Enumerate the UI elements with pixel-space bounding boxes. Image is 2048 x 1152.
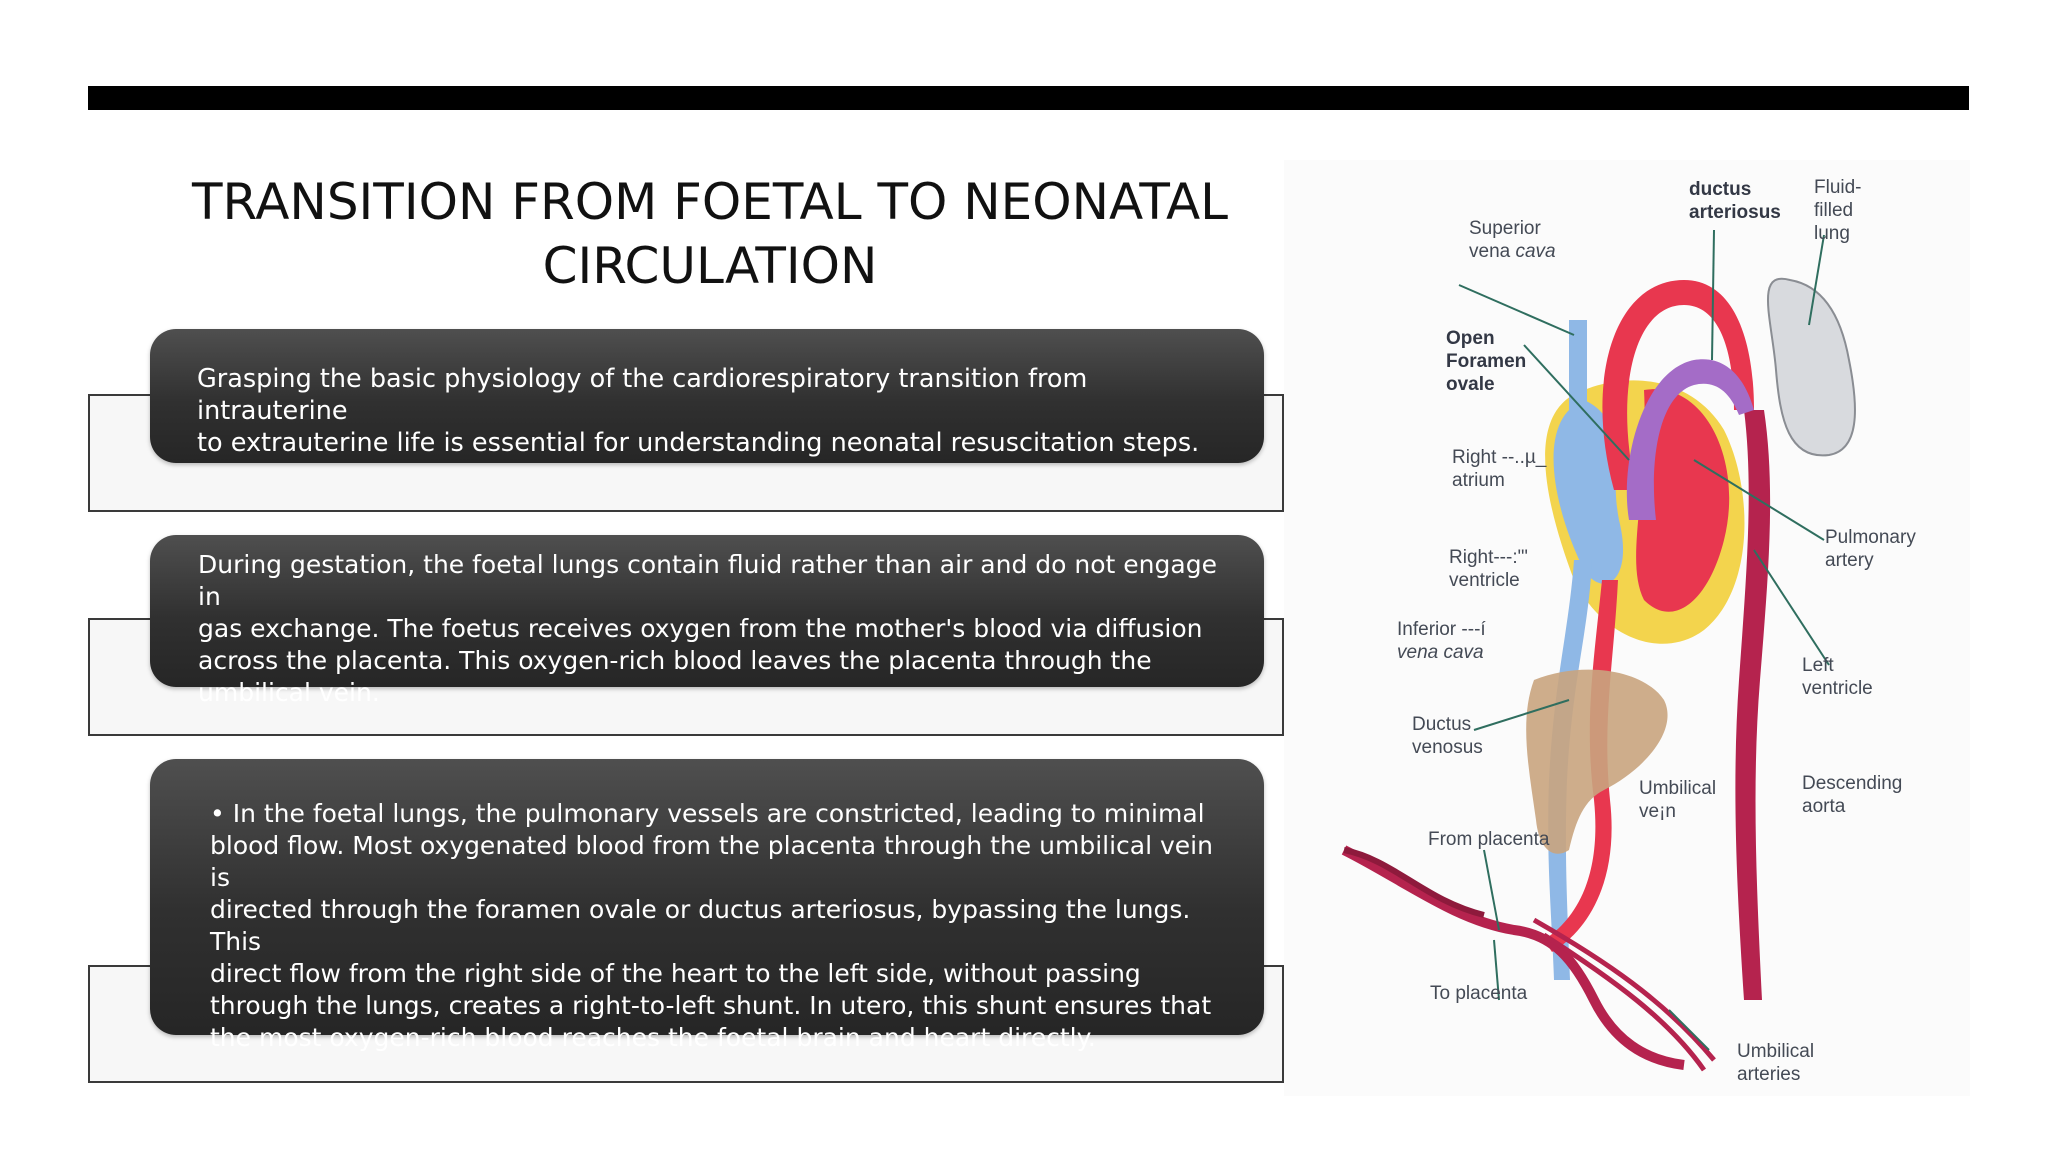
- info-card-1: [150, 329, 1264, 463]
- info-card-3: [150, 759, 1264, 1052]
- label-line: venosus: [1412, 737, 1483, 758]
- card-2-line: During gestation, the foetal lungs contain fluid rather than air and do not engage in: [198, 550, 1217, 611]
- label-line: Fluid-: [1814, 177, 1862, 198]
- foetal-circulation-diagram: [1284, 160, 1970, 1096]
- label-line: aorta: [1802, 796, 1846, 817]
- title-line-2: CIRCULATION: [542, 237, 878, 295]
- label-from-placenta: [1428, 828, 1549, 851]
- label-line: Right --..µ_: [1452, 447, 1547, 468]
- label-descending-aorta: [1802, 772, 1902, 818]
- label-right-atrium: [1452, 446, 1546, 492]
- label-line: vena cava: [1397, 642, 1484, 663]
- label-line: Pulmonary: [1825, 527, 1916, 548]
- label-to-placenta: [1430, 982, 1527, 1005]
- label-inferior-vena-cava: [1397, 618, 1486, 664]
- title-line-1: TRANSITION FROM FOETAL TO NEONATAL: [191, 173, 1229, 231]
- label-open-foramen-ovale: [1446, 327, 1526, 396]
- label-line: ventricle: [1802, 678, 1873, 699]
- diagram-illustration: [1284, 160, 1970, 1096]
- card-3-line: • In the foetal lungs, the pulmonary vessels are constricted, leading to minimal: [210, 799, 1205, 828]
- label-line: Ductus: [1412, 714, 1472, 735]
- card-3-line: blood flow. Most oxygenated blood from the placenta through the umbilical vein is: [210, 831, 1213, 892]
- label-line: ve¡n: [1639, 801, 1676, 822]
- label-line: ovale: [1446, 374, 1495, 395]
- top-accent-bar: [88, 86, 1969, 110]
- card-1-line: to extrauterine life is essential for understanding neonatal resuscitation steps.: [197, 428, 1200, 458]
- label-fluid-filled-lung: [1814, 176, 1862, 245]
- card-3-line: through the lungs, creates a right-to-left shunt. In utero, this shunt ensures that: [210, 991, 1212, 1020]
- label-line: [1469, 240, 1556, 263]
- label-line: filled: [1814, 200, 1854, 221]
- label-line: Left: [1802, 655, 1834, 676]
- label-line: lung: [1814, 223, 1850, 244]
- label-line: artery: [1825, 550, 1874, 571]
- label-line: atrium: [1452, 470, 1505, 491]
- umbilical-cord: [1344, 850, 1684, 1065]
- label-line: ventricle: [1449, 570, 1520, 591]
- label-umbilical-vein: [1639, 777, 1716, 823]
- label-line: Open: [1446, 328, 1495, 349]
- card-2-line: across the placenta. This oxygen-rich blood leaves the placenta through the: [198, 646, 1152, 675]
- label-line: Foramen: [1446, 351, 1527, 372]
- card-3-line: directed through the foramen ovale or ductus arteriosus, bypassing the lungs. This: [210, 895, 1191, 956]
- label-text: vena: [1469, 241, 1516, 262]
- label-left-ventricle: [1802, 654, 1873, 700]
- label-line: Inferior ---í: [1397, 619, 1486, 640]
- superior-vena-cava: [1569, 320, 1587, 430]
- label-line: From placenta: [1428, 829, 1550, 850]
- label-line: Right---:"': [1449, 547, 1528, 568]
- card-1-line: Grasping the basic physiology of the cardiorespiratory transition from intrauterine: [197, 364, 1088, 426]
- label-superior-vena-cava: [1469, 217, 1556, 263]
- card-3-line: direct flow from the right side of the heart to the left side, without passing: [210, 959, 1141, 988]
- label-line: Superior: [1469, 218, 1541, 239]
- label-ductus-venosus: [1412, 713, 1483, 759]
- slide-title: [160, 170, 1260, 298]
- label-line: ductus: [1689, 179, 1752, 200]
- label-umbilical-arteries: [1737, 1040, 1814, 1086]
- label-line: Umbilical: [1639, 778, 1717, 799]
- card-3-line: the most oxygen-rich blood reaches the foetal brain and heart directly.: [210, 1023, 1096, 1052]
- label-line: To placenta: [1430, 983, 1528, 1004]
- label-right-ventricle: [1449, 546, 1528, 592]
- label-line: Umbilical: [1737, 1041, 1815, 1062]
- card-2-line: gas exchange. The foetus receives oxygen from the mother's blood via diffusion: [198, 614, 1203, 643]
- card-2-line: umbilical vein.: [198, 678, 380, 707]
- label-line: Descending: [1802, 773, 1903, 794]
- info-card-2: [150, 535, 1264, 707]
- label-pulmonary-artery: [1825, 526, 1916, 572]
- label-text: cava: [1515, 241, 1556, 262]
- label-line: arteries: [1737, 1064, 1801, 1085]
- label-ductus-arteriosus: [1689, 178, 1781, 224]
- label-line: arteriosus: [1689, 202, 1781, 223]
